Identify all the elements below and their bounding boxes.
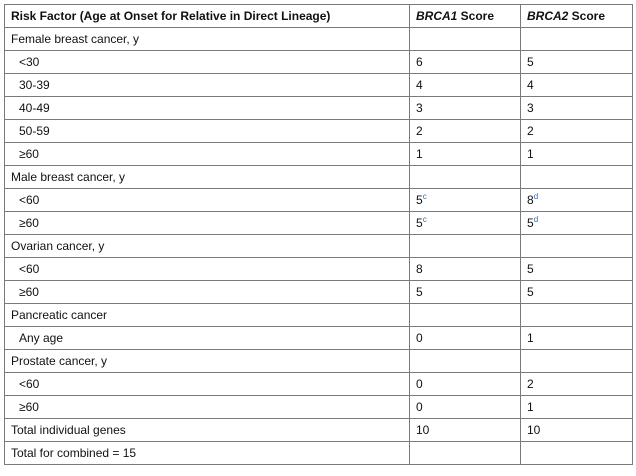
brca1-score-cell: 3	[410, 97, 521, 120]
table-row	[5, 97, 633, 120]
table-row	[5, 212, 633, 235]
risk-factor-cell: Total for combined = 15	[5, 442, 410, 465]
footnote-link-c[interactable]: c	[422, 215, 427, 224]
header-brca1-score	[410, 5, 521, 28]
brca2-score-cell: 1	[521, 143, 633, 166]
score-value: 5	[416, 193, 423, 207]
brca1-score-cell	[410, 166, 521, 189]
table-row	[5, 166, 633, 189]
brca1-score-cell: 2	[410, 120, 521, 143]
brca1-score-cell: 6	[410, 51, 521, 74]
total-individual-row	[5, 419, 633, 442]
table-row	[5, 327, 633, 350]
brca2-score-cell: 2	[521, 120, 633, 143]
brca2-score-cell: 5	[521, 281, 633, 304]
risk-factor-cell: 40-49	[5, 97, 410, 120]
table-row	[5, 350, 633, 373]
risk-factor-cell: Total individual genes	[5, 419, 410, 442]
header-risk-factor: Risk Factor (Age at Onset for Relative in Direct Lineage)	[5, 5, 410, 28]
brca2-score-cell	[521, 304, 633, 327]
brca1-score-cell: 0	[410, 327, 521, 350]
risk-factor-cell: <60	[5, 373, 410, 396]
table-row	[5, 74, 633, 97]
brca2-score-cell: 1	[521, 327, 633, 350]
table-row	[5, 373, 633, 396]
brca1-score-cell: 4	[410, 74, 521, 97]
risk-score-table	[4, 4, 633, 465]
brca1-score-cell: 10	[410, 419, 521, 442]
brca2-score-cell: 1	[521, 396, 633, 419]
risk-factor-cell: Male breast cancer, y	[5, 166, 410, 189]
brca2-score-cell	[521, 212, 633, 235]
risk-factor-cell: 30-39	[5, 74, 410, 97]
brca1-score-cell: 5	[410, 281, 521, 304]
brca2-score-cell: 4	[521, 74, 633, 97]
table-row	[5, 189, 633, 212]
footnote-link-c[interactable]: c	[422, 192, 427, 201]
risk-factor-cell: Female breast cancer, y	[5, 28, 410, 51]
risk-factor-cell: <60	[5, 258, 410, 281]
footnote-link-d[interactable]: d	[533, 192, 539, 201]
brca1-score-cell	[410, 189, 521, 212]
brca2-score-cell	[521, 350, 633, 373]
brca1-score-cell: 8	[410, 258, 521, 281]
brca1-score-cell	[410, 304, 521, 327]
risk-factor-cell: ≥60	[5, 281, 410, 304]
table-row	[5, 304, 633, 327]
score-value: 5	[416, 216, 423, 230]
risk-factor-cell: Any age	[5, 327, 410, 350]
brca1-score-cell	[410, 212, 521, 235]
table-row	[5, 143, 633, 166]
score-value: 8	[527, 193, 534, 207]
risk-factor-cell: ≥60	[5, 396, 410, 419]
table-row	[5, 258, 633, 281]
brca1-score-cell	[410, 350, 521, 373]
total-combined-row	[5, 442, 633, 465]
table-row	[5, 120, 633, 143]
brca1-score-cell	[410, 28, 521, 51]
brca1-score-cell	[410, 442, 521, 465]
brca2-score-cell	[521, 189, 633, 212]
brca2-score-cell: 3	[521, 97, 633, 120]
footnote-link-d[interactable]: d	[533, 215, 539, 224]
risk-factor-cell: <30	[5, 51, 410, 74]
brca2-score-cell: 10	[521, 419, 633, 442]
risk-factor-cell: ≥60	[5, 143, 410, 166]
table-row	[5, 28, 633, 51]
table-header-row	[5, 5, 633, 28]
table-row	[5, 396, 633, 419]
brca2-score-label: Score	[568, 9, 606, 23]
table-row	[5, 51, 633, 74]
risk-factor-cell: Ovarian cancer, y	[5, 235, 410, 258]
brca2-score-cell	[521, 28, 633, 51]
score-value: 5	[527, 216, 534, 230]
risk-factor-cell: <60	[5, 189, 410, 212]
brca2-score-cell	[521, 442, 633, 465]
brca2-score-cell	[521, 235, 633, 258]
brca2-score-cell	[521, 166, 633, 189]
brca1-score-cell: 0	[410, 373, 521, 396]
header-brca2-score	[521, 5, 633, 28]
brca1-score-cell	[410, 235, 521, 258]
table-row	[5, 235, 633, 258]
risk-factor-cell: Prostate cancer, y	[5, 350, 410, 373]
brca1-score-cell: 1	[410, 143, 521, 166]
risk-factor-cell: 50-59	[5, 120, 410, 143]
risk-factor-cell: Pancreatic cancer	[5, 304, 410, 327]
table-row	[5, 281, 633, 304]
brca2-gene-name: BRCA2	[527, 9, 569, 23]
brca2-score-cell: 2	[521, 373, 633, 396]
brca1-score-label: Score	[457, 9, 495, 23]
risk-factor-cell: ≥60	[5, 212, 410, 235]
brca1-score-cell: 0	[410, 396, 521, 419]
brca1-gene-name: BRCA1	[416, 9, 458, 23]
brca2-score-cell: 5	[521, 51, 633, 74]
brca2-score-cell: 5	[521, 258, 633, 281]
